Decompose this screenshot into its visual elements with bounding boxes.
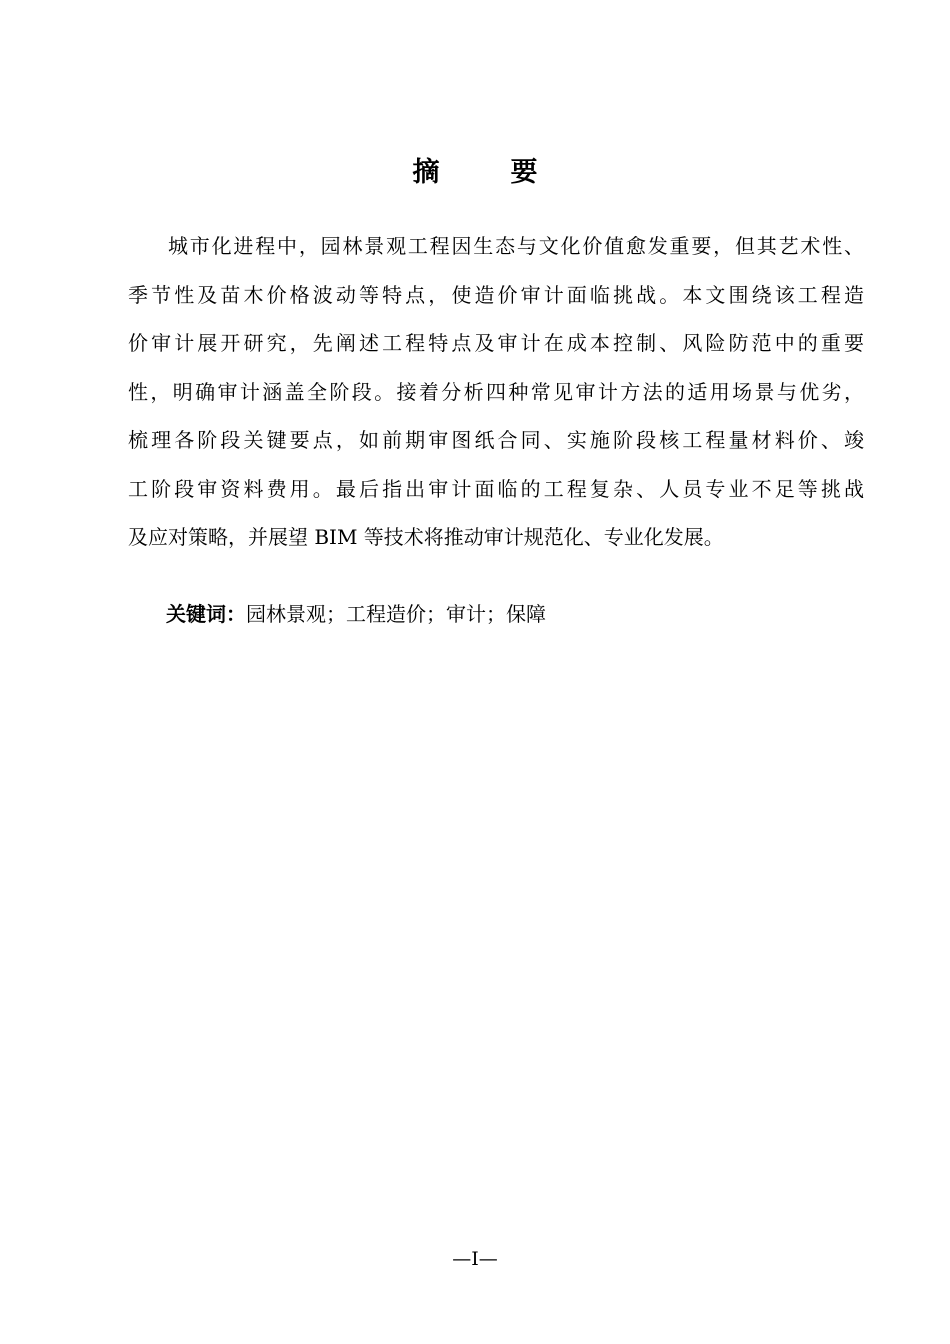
abstract-title: 摘 要 <box>412 157 560 188</box>
keywords-value: 园林景观；工程造价；审计；保障 <box>246 602 546 626</box>
abstract-line-7: 及应对策略，并展望 BIM 等技术将推动审计规范化、专业化发展。 <box>128 525 724 549</box>
abstract-line-5: 梳理各阶段关键要点，如前期审图纸合同、实施阶段核工程量材料价、竣 <box>128 428 864 452</box>
abstract-line-1: 城市化进程中，园林景观工程因生态与文化价值愈发重要，但其艺术性、 <box>168 234 864 258</box>
keywords <box>166 598 546 630</box>
keywords-label: 关键词： <box>166 602 246 626</box>
abstract-body <box>128 222 864 562</box>
page-number: —I— <box>452 1248 498 1270</box>
abstract-line-4: 性，明确审计涵盖全阶段。接着分析四种常见审计方法的适用场景与优劣， <box>128 379 864 404</box>
abstract-line-3: 价审计展开研究，先阐述工程特点及审计在成本控制、风险防范中的重要 <box>128 331 864 355</box>
abstract-line-6: 工阶段审资料费用。最后指出审计面临的工程复杂、人员专业不足等挑战 <box>128 476 864 501</box>
abstract-line-2: 季节性及苗木价格波动等特点，使造价审计面临挑战。本文围绕该工程造 <box>128 282 864 307</box>
